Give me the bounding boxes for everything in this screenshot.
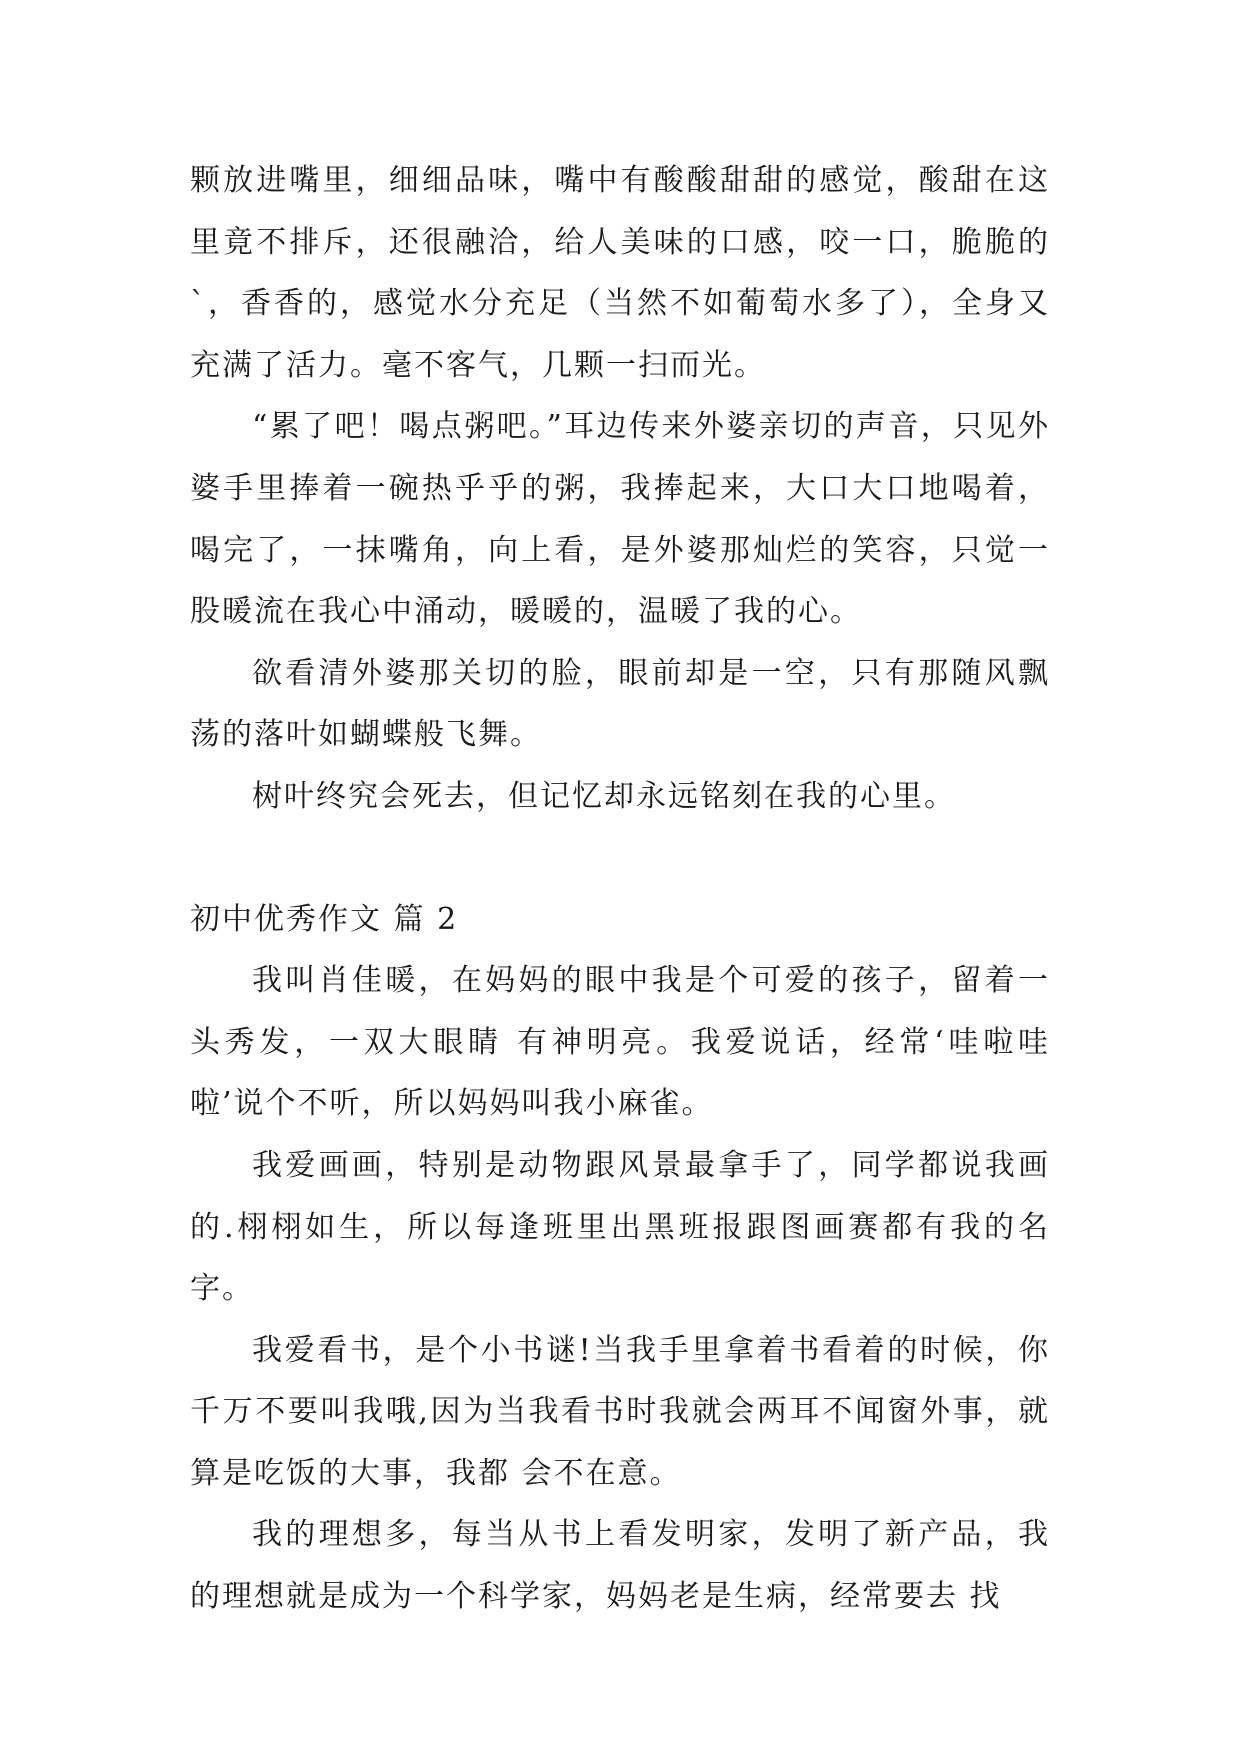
paragraph-6: 我爱画画，特别是动物跟风景最拿手了，同学都说我画的.栩栩如生，所以每逢班里出黑班报跟图画赛都有我的名字。: [190, 1147, 1050, 1307]
document-page: [190, 150, 1050, 1628]
section-gap: [190, 828, 1050, 889]
paragraph-4: 树叶终究会死去，但记忆却永远铭刻在我的心里。: [252, 778, 956, 814]
paragraph-2: “累了吧！喝点粥吧。”耳边传来外婆亲切的声音，只见外婆手里捧着一碗热乎乎的粥，我捧起来，大口大口地喝着，喝完了，一抹嘴角，向上看，是外婆那灿烂的笑容，只觉一股暖流在我心中涌动，暖暖的，温暖了我的心。: [190, 409, 1050, 630]
paragraph-1: 颗放进嘴里，细细品味，嘴中有酸酸甜甜的感觉，酸甜在这里竟不排斥，还很融洽，给人美味的口感，咬一口，脆脆的`，香香的，感觉水分充足（当然不如葡萄水多了），全身又充满了活力。毫不客气，几颗一扫而光。: [190, 163, 1050, 383]
section-heading: 初中优秀作文 篇 2: [190, 901, 459, 937]
paragraph-8: 我的理想多，每当从书上看发明家，发明了新产品，我的理想就是成为一个科学家，妈妈老是生病，经常要去 找: [190, 1517, 1050, 1615]
paragraph-7: 我爱看书，是个小书谜!当我手里拿着书看着的时候，你千万不要叫我哦,因为当我看书时我就会两耳不闻窗外事，就算是吃饭的大事，我都 会不在意。: [190, 1332, 1050, 1491]
paragraph-3: 欲看清外婆那关切的脸，眼前却是一空，只有那随风飘荡的落叶如蝴蝶般飞舞。: [190, 655, 1050, 753]
paragraph-5: 我叫肖佳暖，在妈妈的眼中我是个可爱的孩子，留着一头秀发，一双大眼睛 有神明亮。我爱说话，经常‘哇啦哇啦’说个不听，所以妈妈叫我小麻雀。: [190, 963, 1050, 1122]
